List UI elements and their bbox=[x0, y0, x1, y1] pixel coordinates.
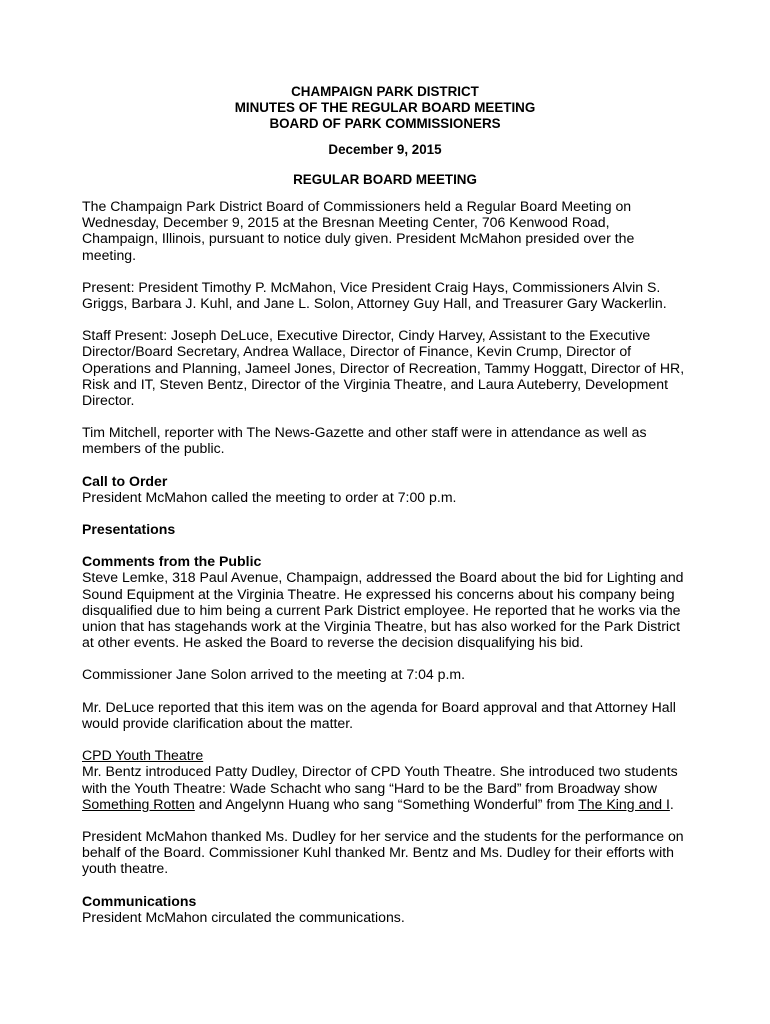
section-heading: Call to Order bbox=[82, 472, 168, 489]
youth-theatre-section bbox=[82, 747, 688, 812]
attendance-paragraph: Tim Mitchell, reporter with The News-Gazette and other staff were in attendance as well as members of the public. bbox=[82, 424, 647, 457]
text-segment: Mr. Bentz introduced Patty Dudley, Director of CPD Youth Theatre. She introduced two students with the Youth Theatre: Wade Schacht who sang “Hard to be the Bard” from Broadway show bbox=[82, 763, 678, 796]
minutes-document bbox=[82, 84, 688, 925]
section-text: Steve Lemke, 318 Paul Avenue, Champaign, addressed the Board about the bid for Lighting and Sound Equipment at the Virginia Theatre. He expressed his concerns about his company being disqualified due to him being a current Park District employee. He reported that he works via the union that has stagehands work at the Virginia Theatre, but has also worked for the Park District at other events. He asked the Board to reverse the decision disqualifying his bid. bbox=[82, 569, 684, 651]
section-heading: Presentations bbox=[82, 521, 176, 538]
section-text: President McMahon circulated the communications. bbox=[82, 908, 405, 925]
section-heading: Comments from the Public bbox=[82, 553, 262, 570]
board-name: BOARD OF PARK COMMISSIONERS bbox=[269, 116, 501, 132]
organization-name: CHAMPAIGN PARK DISTRICT bbox=[291, 84, 479, 99]
present-paragraph: Present: President Timothy P. McMahon, Vice President Craig Hays, Commissioners Alvin S. Griggs, Barbara J. Kuhl, and Jane L. Solon, Attorney Guy Hall, and Treasurer Gary Wackerlin. bbox=[82, 278, 667, 312]
comments-section bbox=[82, 553, 688, 650]
communications-section bbox=[82, 893, 688, 925]
document-header bbox=[82, 84, 688, 188]
intro-paragraph: The Champaign Park District Board of Commissioners held a Regular Board Meeting on Wednesday, December 9, 2015 at the Bresnan Meeting Center, 706 Kenwood Road, Champaign, Illinois, pursuant to notice duly given. President McMahon presided over the meeting. bbox=[82, 198, 635, 263]
document-title: MINUTES OF THE REGULAR BOARD MEETING bbox=[234, 100, 536, 116]
section-text: President McMahon called the meeting to order at 7:00 p.m. bbox=[82, 488, 457, 505]
text-segment: . bbox=[669, 795, 674, 812]
section-text bbox=[82, 763, 688, 812]
staff-present-paragraph: Staff Present: Joseph DeLuce, Executive Director, Cindy Harvey, Assistant to the Executive Director/Board Secretary, Andrea Wallace, Director of Finance, Kevin Crump, Director of Operations and Planning, Jameel Jones, Director of Recreation, Tammy Hoggatt, Director of HR, Risk and IT, Steven Bentz, Director of the Virginia Theatre, and Laura Auteberry, Development Director. bbox=[82, 327, 685, 409]
meeting-type: REGULAR BOARD MEETING bbox=[293, 171, 477, 187]
presentations-section bbox=[82, 521, 688, 537]
text-segment: and Angelynn Huang who sang “Something Wonderful” from bbox=[194, 795, 579, 812]
section-heading: Communications bbox=[82, 892, 197, 909]
show-title: The King and I bbox=[578, 795, 670, 812]
show-title: Something Rotten bbox=[82, 795, 195, 812]
call-to-order-section bbox=[82, 473, 688, 505]
meeting-date: December 9, 2015 bbox=[328, 141, 442, 157]
subsection-heading: CPD Youth Theatre bbox=[82, 747, 204, 764]
solon-arrival-paragraph: Commissioner Jane Solon arrived to the meeting at 7:04 p.m. bbox=[82, 666, 466, 683]
thanks-paragraph: President McMahon thanked Ms. Dudley for her service and the students for the performance on behalf of the Board. Commissioner Kuhl thanked Mr. Bentz and Ms. Dudley for their efforts with youth theatre. bbox=[82, 827, 684, 877]
deluce-report-paragraph: Mr. DeLuce reported that this item was on the agenda for Board approval and that Attorney Hall would provide clarification about the matter. bbox=[82, 698, 676, 731]
